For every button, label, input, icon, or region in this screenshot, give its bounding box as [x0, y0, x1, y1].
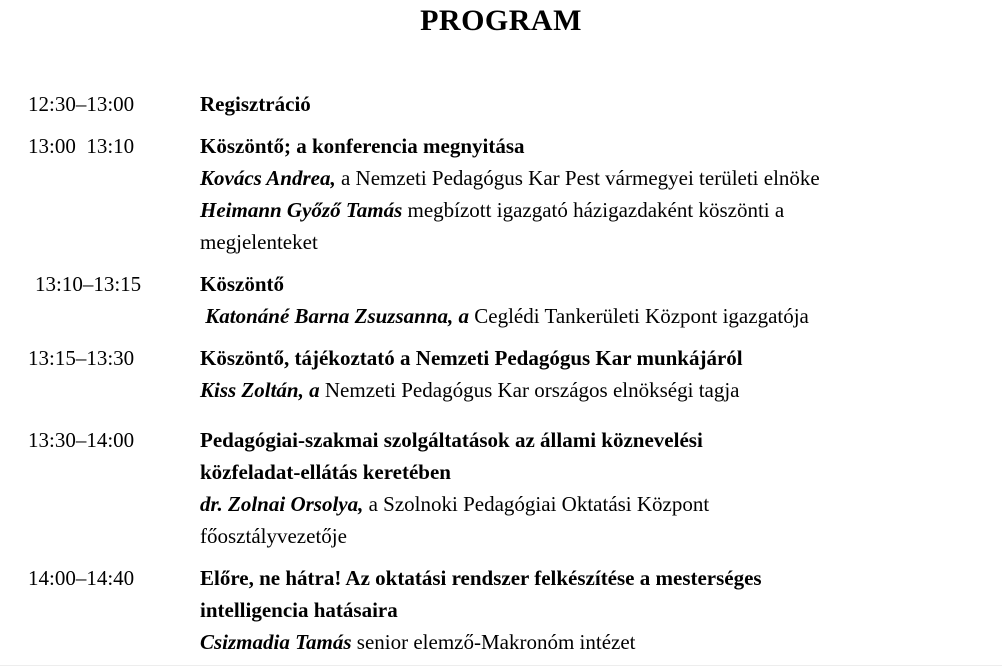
entry-time: 13:00 13:10	[28, 134, 135, 158]
text-segment: Ceglédi Tankerületi Központ igazgatója	[474, 304, 809, 328]
entry-line	[200, 226, 942, 258]
entry-line	[200, 562, 942, 594]
entry-time: 13:10–13:15	[35, 272, 142, 296]
entry-line	[200, 424, 942, 456]
entry-content	[200, 88, 1002, 120]
text-segment: Nemzeti Pedagógus Kar országos elnökségi tagja	[324, 378, 740, 402]
text-segment: senior elemző-Makronóm intézet	[351, 630, 636, 654]
entry-time: 13:30–14:00	[28, 428, 135, 452]
program-entry	[0, 130, 1002, 258]
entry-line	[200, 194, 942, 226]
entry-content	[200, 424, 1002, 552]
program-entry	[0, 342, 1002, 406]
entry-time: 12:30–13:00	[28, 92, 135, 116]
entry-time: 14:00–14:40	[28, 566, 135, 590]
entry-content	[200, 342, 1002, 406]
text-segment: főosztályvezetője	[200, 524, 347, 548]
text-segment: a Szolnoki Pedagógiai Oktatási Központ	[363, 492, 710, 516]
entry-time: 13:15–13:30	[28, 346, 135, 370]
entry-line	[200, 162, 942, 194]
entry-line	[200, 520, 942, 552]
entry-line	[200, 488, 942, 520]
text-segment: Előre, ne hátra! Az oktatási rendszer felkészítése a mesterséges	[200, 566, 762, 590]
entry-line	[200, 342, 942, 374]
text-segment: Heimann Győző Tamás	[200, 198, 403, 222]
text-segment: közfeladat-ellátás keretében	[200, 460, 451, 484]
text-segment: Regisztráció	[200, 92, 311, 116]
text-segment: Kiss Zoltán, a	[200, 378, 325, 402]
text-segment: Pedagógiai-szakmai szolgáltatások az állami köznevelési	[200, 428, 703, 452]
entry-content	[200, 130, 1002, 258]
text-segment: Kovács Andrea,	[200, 166, 336, 190]
program-entry	[0, 562, 1002, 658]
entry-content	[200, 562, 1002, 658]
entry-line	[200, 456, 942, 488]
program-list	[0, 88, 1002, 658]
entry-line	[200, 594, 942, 626]
program-entry	[0, 268, 1002, 332]
program-entry	[0, 424, 1002, 552]
page-bottom-edge	[0, 665, 1002, 666]
text-segment: Köszöntő; a konferencia megnyitása	[200, 134, 525, 158]
text-segment: dr. Zolnai Orsolya,	[200, 492, 364, 516]
entry-line	[200, 626, 942, 658]
page-title: PROGRAM	[420, 4, 582, 37]
entry-line	[200, 268, 942, 300]
entry-line	[200, 374, 942, 406]
text-segment: intelligencia hatásaira	[200, 598, 398, 622]
text-segment: Katonáné Barna Zsuzsanna, a	[200, 304, 475, 328]
entry-line	[200, 130, 942, 162]
text-segment: megbízott igazgató házigazdaként köszönti a	[402, 198, 785, 222]
text-segment: Köszöntő	[200, 272, 284, 296]
entry-line	[200, 88, 942, 120]
entry-line	[200, 300, 942, 332]
text-segment: megjelenteket	[200, 230, 318, 254]
text-segment: Csizmadia Tamás	[200, 630, 352, 654]
program-entry	[0, 88, 1002, 120]
text-segment: Köszöntő, tájékoztató a Nemzeti Pedagógus Kar munkájáról	[200, 346, 743, 370]
text-segment: a Nemzeti Pedagógus Kar Pest vármegyei területi elnöke	[335, 166, 820, 190]
entry-content	[200, 268, 1002, 332]
